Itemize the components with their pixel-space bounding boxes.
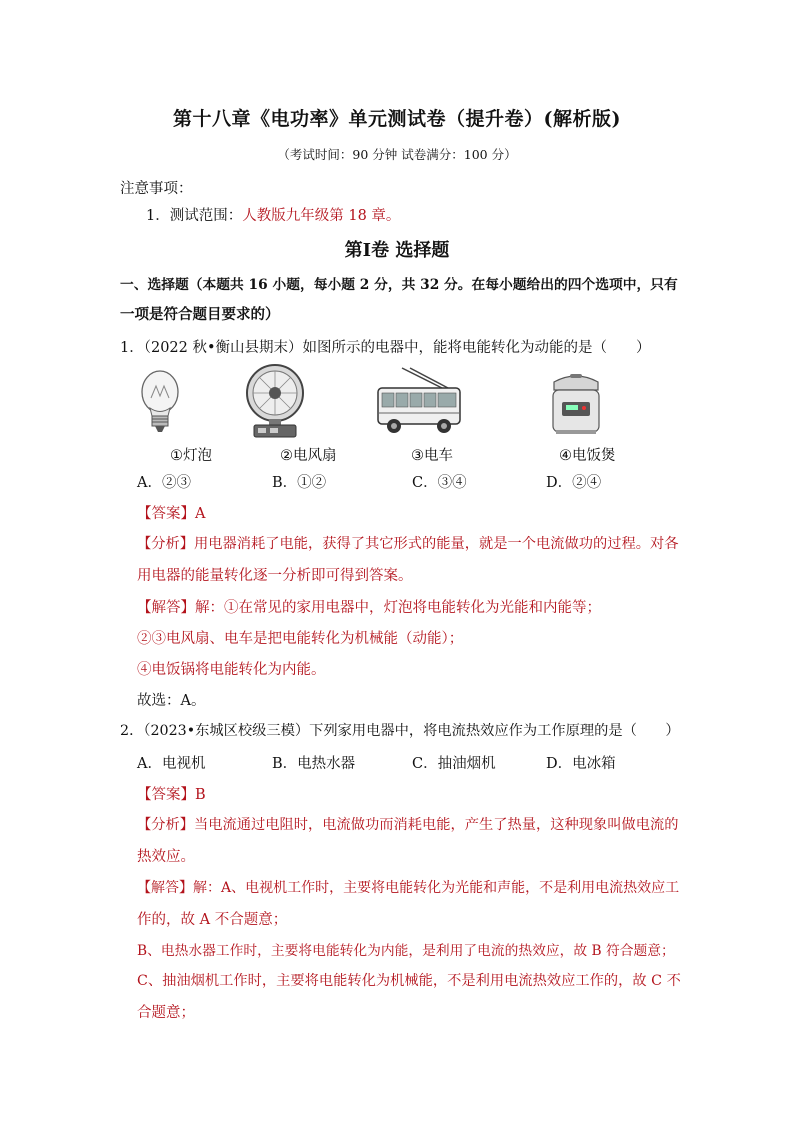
q2-solution-line4: C、抽油烟机工作时，主要将电能转化为机械能，不是利用电流热效应工作的，故 C 不 (137, 973, 681, 989)
q1-option-b: B．①② (272, 475, 327, 491)
q2-option-d: D．电冰箱 (546, 756, 616, 772)
q1-image-label-1: ①灯泡 (170, 448, 212, 464)
q1-solution-line3: ④电饭锅将电能转化为内能。 (137, 662, 326, 678)
q2-solution-line3: B、电热水器工作时，主要将电能转化为内能，是利用了电流的热效应，故 B 符合题意； (137, 943, 675, 959)
q2-solution-line5: 合题意； (137, 1005, 195, 1021)
q2-solution-line2: 作的，故 A 不合题意； (137, 912, 288, 928)
q1-option-a: A．②③ (137, 475, 191, 491)
q2-option-b: B．电热水器 (272, 756, 356, 772)
q1-option-c: C．③④ (412, 475, 467, 491)
q2-solution-line1: 【解答】解：A、电视机工作时，主要将电能转化为光能和声能，不是利用电流热效应工 (137, 880, 680, 896)
q2-analysis-line1: 【分析】当电流通过电阻时，电流做功而消耗电能，产生了热量，这种现象叫做电流的 (137, 817, 679, 833)
section-title: 第Ⅰ卷 选择题 (344, 240, 450, 261)
notice-item-1-scope: 人教版九年级第 18 章。 (242, 208, 401, 224)
q1-image-label-4: ④电饭煲 (559, 448, 616, 464)
q1-image-label-3: ③电车 (411, 448, 453, 464)
electric-fan-icon (242, 363, 308, 439)
notice-item-1 (146, 204, 400, 225)
q1-image-label-2: ②电风扇 (280, 448, 337, 464)
q2-option-a: A．电视机 (137, 756, 206, 772)
q2-stem: 2．（2023•东城区校级三模）下列家用电器中，将电流热效应作为工作原理的是（ ） (120, 723, 680, 739)
page-title: 第十八章《电功率》单元测试卷（提升卷）(解析版) (173, 108, 621, 130)
notice-item-1-prefix: 1．测试范围： (146, 208, 243, 224)
q1-answer: 【答案】A (137, 506, 206, 522)
notice-heading: 注意事项： (120, 181, 193, 197)
q2-analysis-line2: 热效应。 (137, 849, 195, 865)
light-bulb-icon (134, 368, 190, 436)
q1-analysis-line2: 用电器的能量转化逐一分析即可得到答案。 (137, 568, 413, 584)
q1-conclusion: 故选：A。 (137, 693, 206, 709)
exam-info: （考试时间：90 分钟 试卷满分：100 分） (277, 147, 517, 162)
q1-stem: 1．（2022 秋•衡山县期末）如图所示的电器中，能将电能转化为动能的是（ ） (120, 340, 651, 356)
q2-option-c: C．抽油烟机 (412, 756, 496, 772)
q1-analysis-line1: 【分析】用电器消耗了电能，获得了其它形式的能量，就是一个电流做功的过程。对各 (137, 536, 679, 552)
trolleybus-icon (372, 366, 464, 438)
q2-answer: 【答案】B (137, 787, 206, 803)
rice-cooker-icon (548, 368, 604, 438)
q1-solution-line2: ②③电风扇、电车是把电能转化为机械能（动能）； (137, 631, 464, 647)
q1-solution-line1: 【解答】解：①在常见的家用电器中，灯泡将电能转化为光能和内能等； (137, 600, 601, 616)
q1-option-d: D．②④ (546, 475, 602, 491)
part-one-heading-line1: 一、选择题（本题共 16 小题，每小题 2 分，共 32 分。在每小题给出的四个选项中，只有 (120, 277, 678, 293)
part-one-heading-line2: 一项是符合题目要求的） (120, 306, 280, 323)
